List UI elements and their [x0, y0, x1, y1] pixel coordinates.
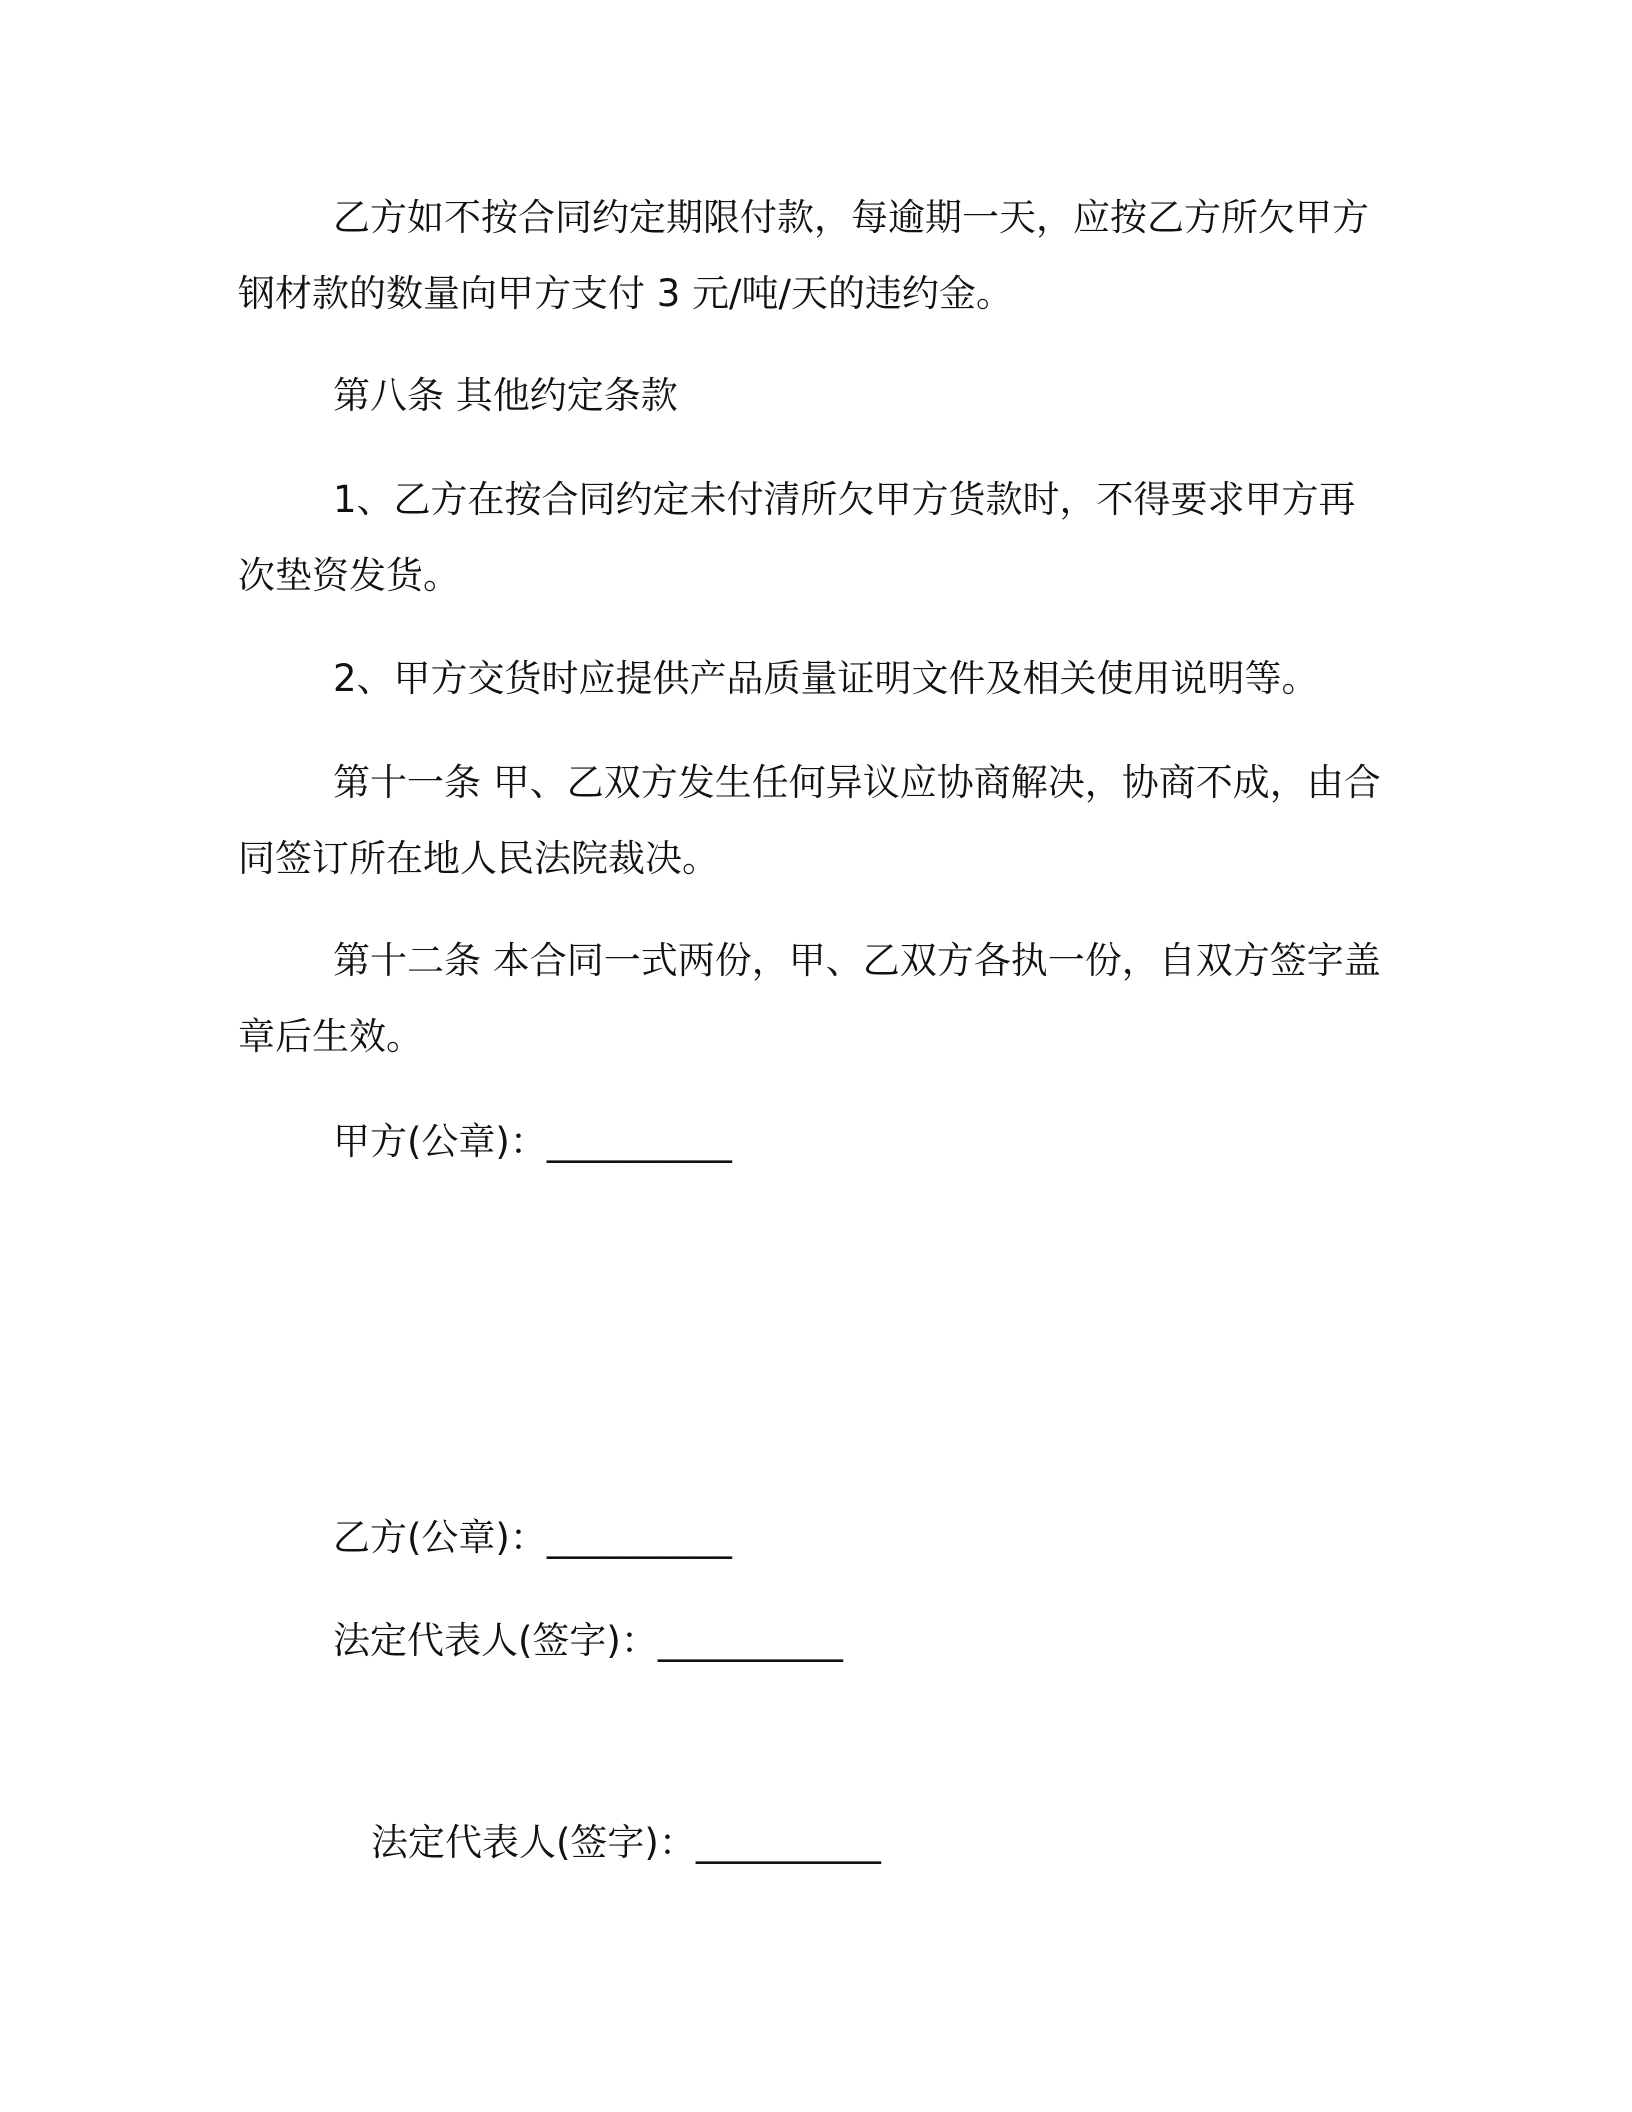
paragraph-line: 同签订所在地人民法院裁决。 — [238, 837, 719, 880]
paragraph-line: 第十一条 甲、乙双方发生任何异议应协商解决，协商不成，由合 — [333, 761, 1381, 804]
paragraph-line: 钢材款的数量向甲方支付 3 元/吨/天的违约金。 — [238, 272, 1013, 315]
party-b-seal-line: 乙方(公章)：__________ — [333, 1516, 732, 1559]
party-a-seal-line: 甲方(公章)：__________ — [333, 1120, 732, 1163]
paragraph-line: 第十二条 本合同一式两份，甲、乙双方各执一份，自双方签字盖 — [333, 939, 1381, 982]
paragraph-line: 1、乙方在按合同约定未付清所欠甲方货款时，不得要求甲方再 — [333, 478, 1356, 521]
paragraph-line: 次垫资发货。 — [238, 554, 460, 597]
section-heading: 第八条 其他约定条款 — [333, 374, 678, 417]
paragraph-line: 2、甲方交货时应提供产品质量证明文件及相关使用说明等。 — [333, 657, 1319, 700]
paragraph-line: 乙方如不按合同约定期限付款，每逾期一天，应按乙方所欠甲方 — [333, 196, 1369, 239]
paragraph-line: 章后生效。 — [238, 1015, 423, 1058]
legal-representative-signature-line: 法定代表人(签字)：__________ — [371, 1821, 881, 1864]
legal-representative-signature-line: 法定代表人(签字)：__________ — [333, 1619, 843, 1662]
